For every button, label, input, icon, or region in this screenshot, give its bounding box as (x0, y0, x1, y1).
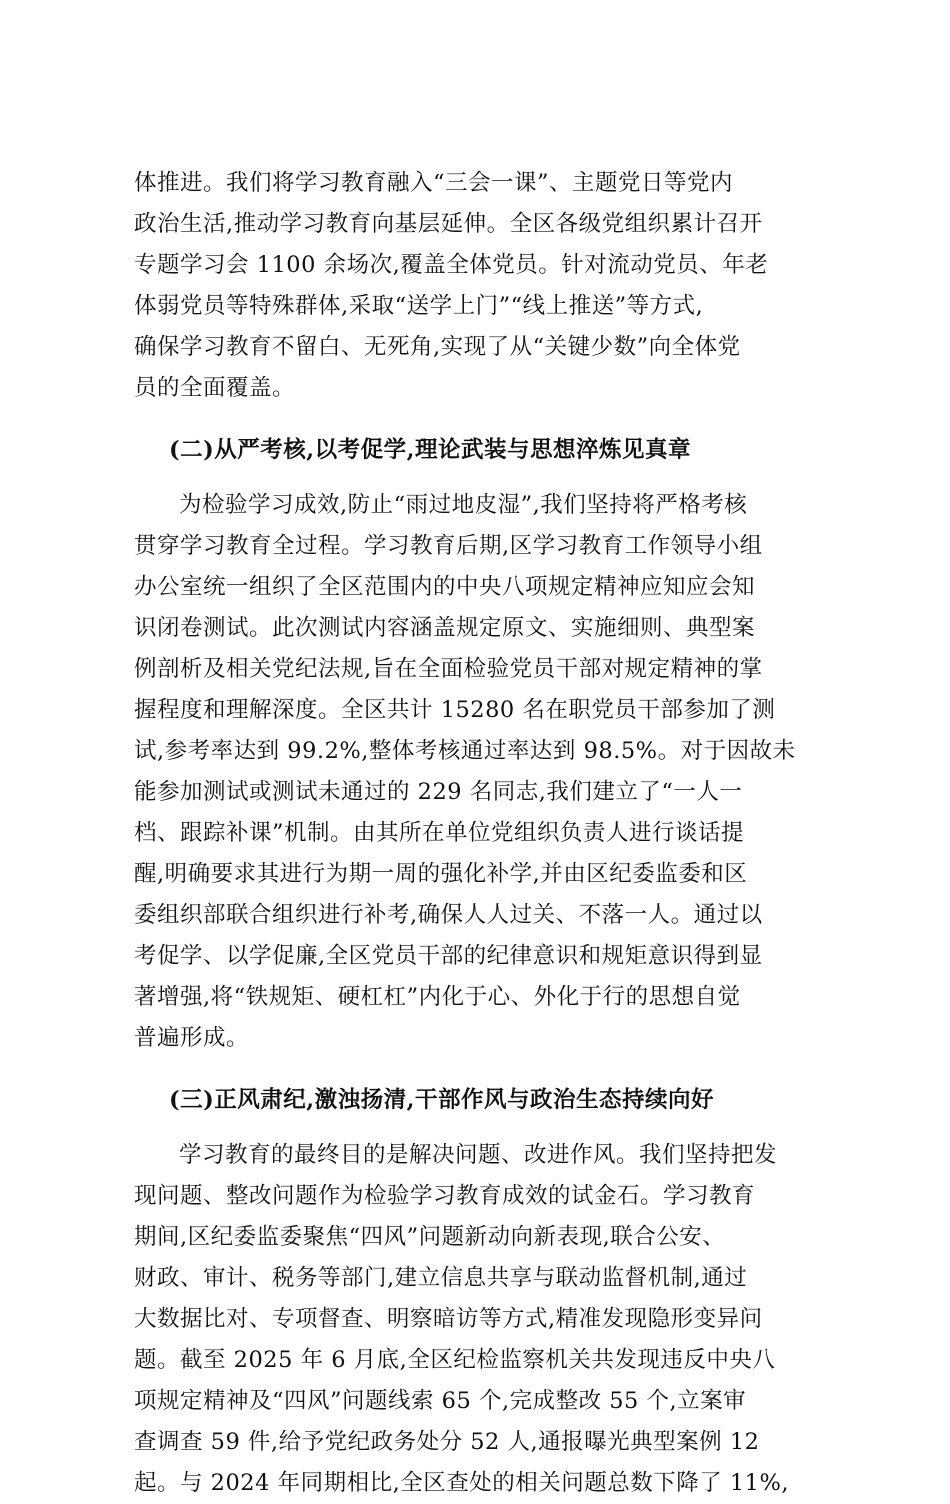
text-line: 查调查 59 件,给予党纪政务处分 52 人,通报曝光典型案例 12 (134, 1429, 760, 1455)
text-line: 期间,区纪委监委聚焦“四风”问题新动向新表现,联合公安、 (134, 1224, 726, 1250)
spacer (134, 471, 826, 485)
text-line: 著增强,将“铁规矩、硬杠杠”内化于心、外化于行的思想自觉 (134, 984, 741, 1010)
text-line: 普遍形成。 (134, 1025, 250, 1051)
text-line: 体弱党员等特殊群体,采取“送学上门”“线上推送”等方式, (134, 293, 704, 319)
text-line: 学习教育的最终目的是解决问题、改进作风。我们坚持把发 (179, 1142, 778, 1168)
text-line: 能参加测试或测试未通过的 229 名同志,我们建立了“一人一 (134, 779, 743, 805)
section-heading-2: (二)从严考核,以考促学,理论武装与思想淬炼见真章 (169, 437, 691, 463)
text-line: 考促学、以学促廉,全区党员干部的纪律意识和规矩意识得到显 (134, 943, 763, 969)
text-line: 握程度和理解深度。全区共计 15280 名在职党员干部参加了测 (134, 697, 776, 723)
text-line: 体推进。我们将学习教育融入“三会一课”、主题党日等党内 (134, 170, 734, 196)
paragraph-discipline (134, 1135, 826, 1504)
text-line: 项规定精神及“四风”问题线索 65 个,完成整改 55 个,立案审 (134, 1388, 747, 1414)
paragraph-assessment (134, 485, 826, 1059)
paragraph-continued (134, 163, 826, 409)
text-line: 为检验学习成效,防止“雨过地皮湿”,我们坚持将严格考核 (179, 492, 748, 518)
section-heading-3: (三)正风肃纪,激浊扬清,干部作风与政治生态持续向好 (169, 1087, 714, 1113)
text-line: 识闭卷测试。此次测试内容涵盖规定原文、实施细则、典型案 (134, 615, 756, 641)
text-line: 政治生活,推动学习教育向基层延伸。全区各级党组织累计召开 (134, 211, 763, 237)
spacer (134, 409, 826, 429)
text-line: 试,参考率达到 99.2%,整体考核通过率达到 98.5%。对于因故未 (134, 738, 796, 764)
text-line: 办公室统一组织了全区范围内的中央八项规定精神应知应会知 (134, 574, 756, 600)
spacer (134, 1059, 826, 1079)
text-line: 员的全面覆盖。 (134, 375, 296, 401)
text-line: 醒,明确要求其进行为期一周的强化补学,并由区纪委监委和区 (134, 861, 748, 887)
spacer (134, 1121, 826, 1135)
text-line: 委组织部联合组织进行补考,确保人人过关、不落一人。通过以 (134, 902, 763, 928)
text-line: 题。截至 2025 年 6 月底,全区纪检监察机关共发现违反中央八 (134, 1347, 776, 1373)
text-line: 财政、审计、税务等部门,建立信息共享与联动监督机制,通过 (134, 1265, 748, 1291)
text-line: 例剖析及相关党纪法规,旨在全面检验党员干部对规定精神的掌 (134, 656, 763, 682)
text-line: 起。与 2024 年同期相比,全区查处的相关问题总数下降了 11%, (134, 1470, 790, 1496)
text-line: 确保学习教育不留白、无死角,实现了从“关键少数”向全体党 (134, 334, 741, 360)
text-line: 专题学习会 1100 余场次,覆盖全体党员。针对流动党员、年老 (134, 252, 769, 278)
text-line: 档、跟踪补课”机制。由其所在单位党组织负责人进行谈话提 (134, 820, 745, 846)
text-line: 贯穿学习教育全过程。学习教育后期,区学习教育工作领导小组 (134, 533, 763, 559)
text-line: 现问题、整改问题作为检验学习教育成效的试金石。学习教育 (134, 1183, 756, 1209)
text-line: 大数据比对、专项督查、明察暗访等方式,精准发现隐形变异问 (134, 1306, 763, 1332)
document-body (134, 163, 826, 1504)
